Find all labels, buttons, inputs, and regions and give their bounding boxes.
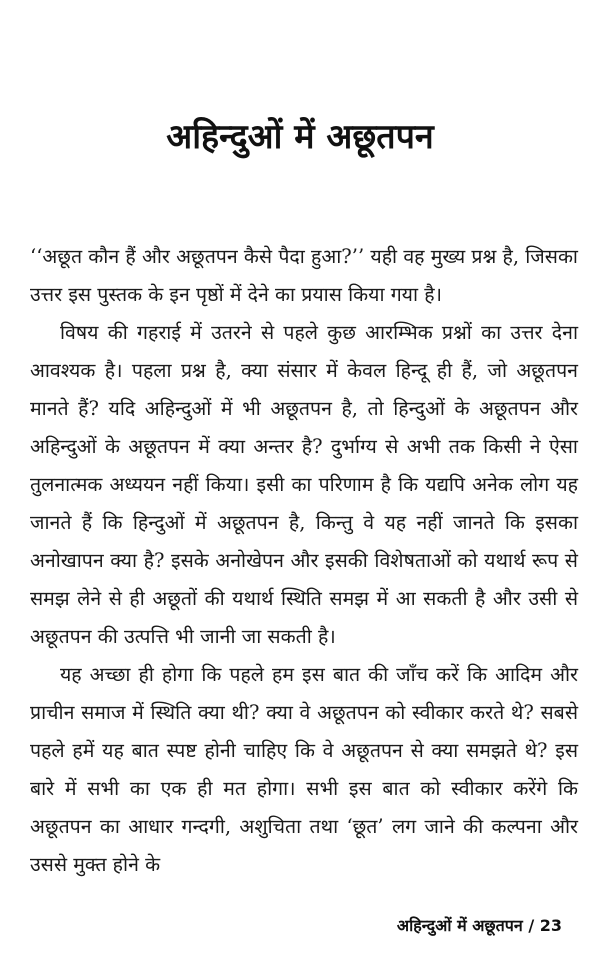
page-number: 23 [539, 916, 562, 935]
running-footer-title: अहिन्दुओं में अछूतपन [396, 916, 523, 935]
paragraph-2: विषय की गहराई में उतरने से पहले कुछ आरम्भिक प्रश्नों का उत्तर देना आवश्यक है। पहला प्रश्न है, क्या संसार में केवल हिन्दू ही हैं, जो अछूतपन मानते हैं? यदि अहिन्दुओं में भी अछूतपन है, तो हिन्दुओं के अछूतपन और अहिन्दुओं के अछूतपन में क्या अन्तर है? दुर्भाग्य से अभी तक किसी ने ऐसा तुलनात्मक अध्ययन नहीं किया। इसी का परिणाम है कि यद्यपि अनेक लोग यह जानते हैं कि हिन्दुओं में अछूतपन है, किन्तु वे यह नहीं जानते कि इसका अनोखापन क्या है? इसके अनोखेपन और इसकी विशेषताओं को यथार्थ रूप से समझ लेने से ही अछूतों की यथार्थ स्थिति समझ में आ सकती है और उसी से अछूतपन की उत्पत्ति भी जानी जा सकती है। [30, 321, 578, 648]
footer-separator: / [522, 916, 540, 935]
running-footer [397, 914, 562, 936]
paragraph-3: यह अच्छा ही होगा कि पहले हम इस बात की जाँच करें कि आदिम और प्राचीन समाज में स्थिति क्या थी? क्या वे अछूतपन को स्वीकार करते थे? सबसे पहले हमें यह बात स्पष्ट होनी चाहिए कि वे अछूतपन से क्या समझते थे? इस बारे में सभी का एक ही मत होगा। सभी इस बात को स्वीकार करेंगे कि अछूतपन का आधार गन्दगी, अशुचिता तथा ‘छूत’ लग जाने की कल्पना और उससे मुक्त होने के [30, 663, 578, 876]
paragraph-1: ‘‘अछूत कौन हैं और अछूतपन कैसे पैदा हुआ?’’ यही वह मुख्य प्रश्न है, जिसका उत्तर इस पुस्तक के इन पृष्ठों में देने का प्रयास किया गया है। [30, 245, 578, 306]
body-text [30, 238, 578, 884]
chapter-title: अहिन्दुओं में अछूतपन [166, 117, 434, 157]
